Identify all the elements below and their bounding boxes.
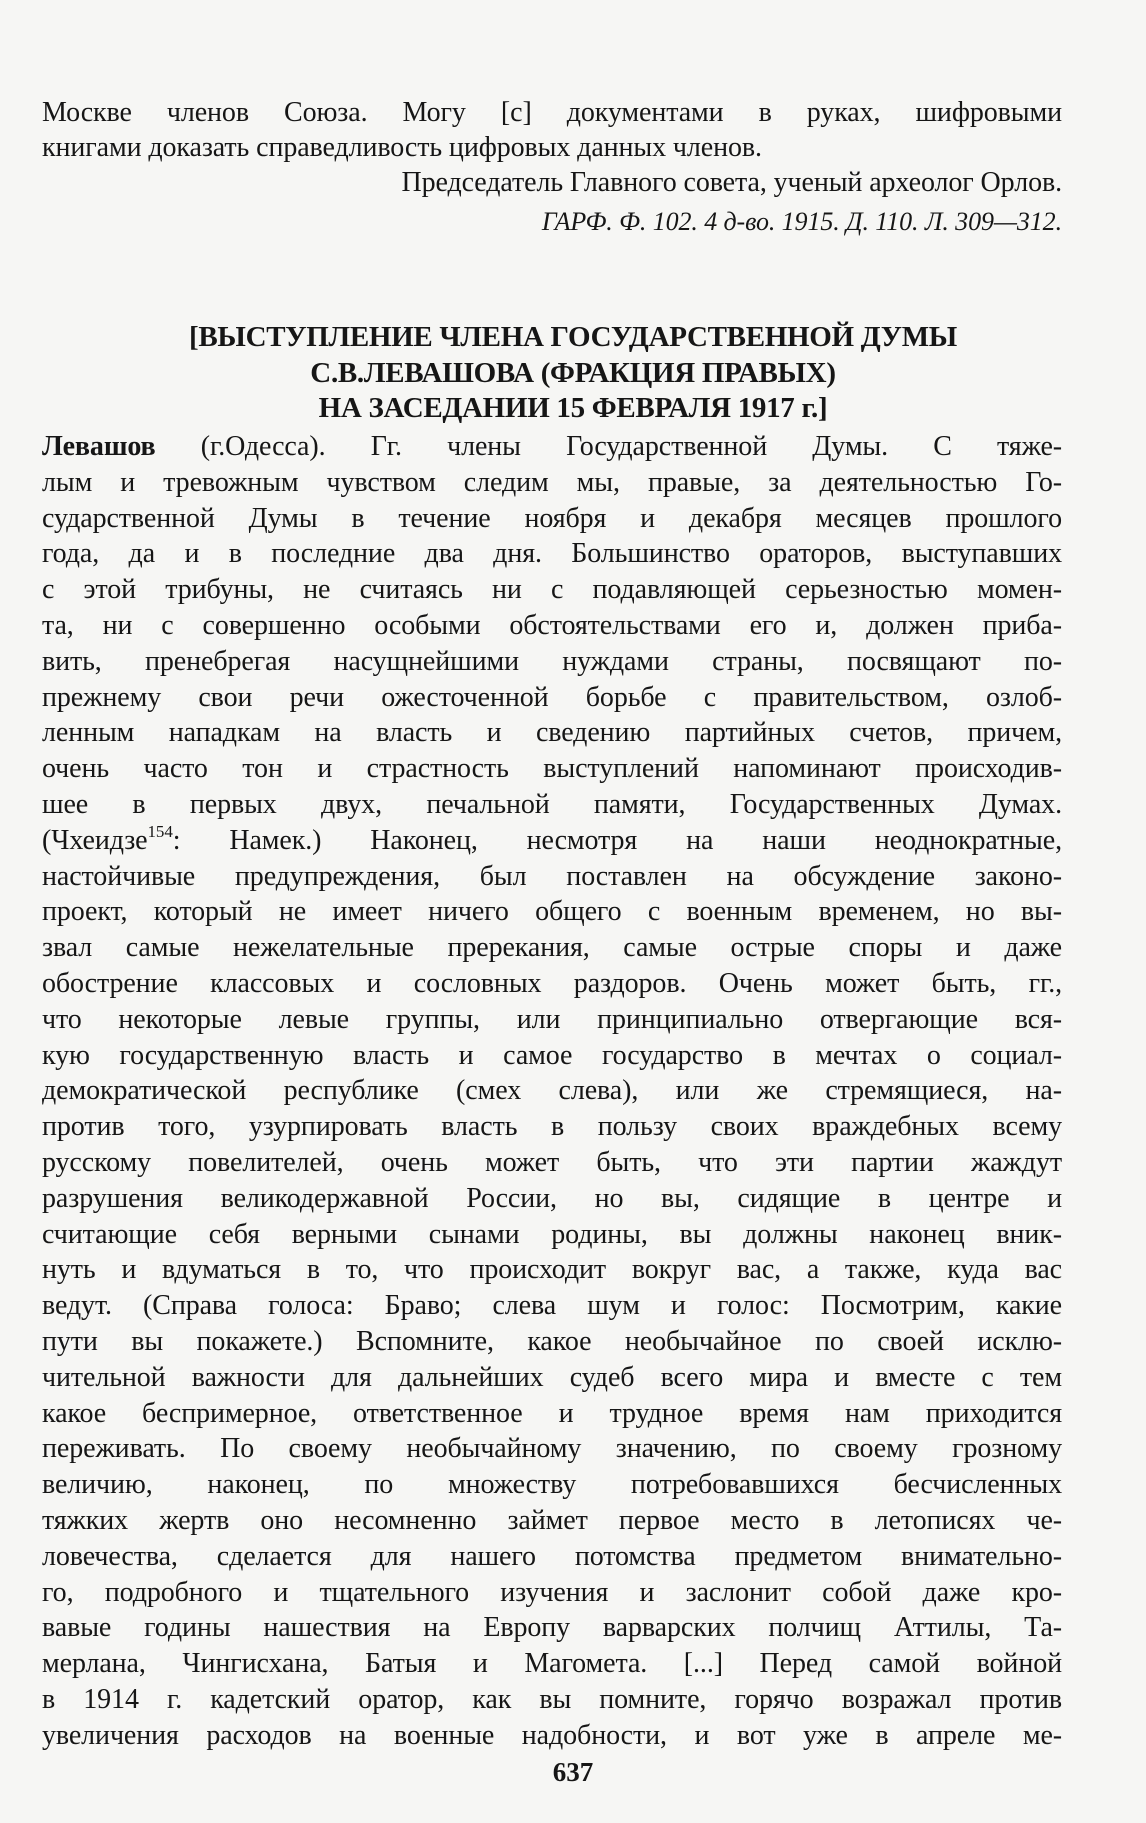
text-line: лым и тревожным чувством следим мы, правые, за деятельностью Го- <box>42 466 1062 498</box>
text-line: разрушения великодержавной России, но вы, сидящие в центре и <box>42 1182 1062 1214</box>
text-line: года, да и в последние два дня. Большинство ораторов, выступавших <box>42 538 1062 570</box>
text-line: настойчивые предупреждения, был поставлен на обсуждение законо- <box>42 860 1062 892</box>
text-line: вить, пренебрегая насущнейшими нуждами страны, посвящают по- <box>42 645 1062 677</box>
signature-line: Председатель Главного совета, ученый археолог Орлов. <box>401 167 1062 198</box>
text-line: та, ни с совершенно особыми обстоятельствами его и, должен приба- <box>42 610 1062 641</box>
text-line: пути вы покажете.) Вспомните, какое необычайное по своей исклю- <box>42 1326 1062 1357</box>
text-line: проект, который не имеет ничего общего с военным временем, но вы- <box>42 896 1062 928</box>
text-line: тяжких жертв оно несомненно займет первое место в летописях че- <box>42 1505 1062 1536</box>
speaker-name: Левашов <box>42 431 156 462</box>
text-line: сударственной Думы в течение ноября и декабря месяцев прошлого <box>42 502 1062 534</box>
text-line: звал самые нежелательные пререкания, самые острые споры и даже <box>42 932 1062 964</box>
text-line: ведут. (Справа голоса: Браво; слева шум и голос: Посмотрим, какие <box>42 1290 1062 1322</box>
text-line: считающие себя верными сынами родины, вы должны наконец вник- <box>42 1218 1062 1250</box>
text-line <box>42 821 1062 858</box>
text-line: вавые годины нашествия на Европу варварских полчищ Аттилы, Та- <box>42 1612 1062 1644</box>
text-line: обострение классовых и сословных раздоров. Очень может быть, гг., <box>42 968 1062 999</box>
text-line <box>42 430 1062 464</box>
text-line: Москве членов Союза. Могу [с] документами в руках, шифровыми <box>42 97 1062 128</box>
text-line: ловечества, сделается для нашего потомства предметом внимательно- <box>42 1540 1062 1572</box>
text-line: что некоторые левые группы, или принципиально отвергающие вся- <box>42 1003 1062 1035</box>
section-heading-line: [ВЫСТУПЛЕНИЕ ЧЛЕНА ГОСУДАРСТВЕННОЙ ДУМЫ <box>189 321 957 353</box>
text-line: величию, наконец, по множеству потребовавшихся бесчисленных <box>42 1469 1062 1501</box>
interjection-speaker: (Чхеидзе <box>42 824 148 856</box>
text-line: увеличения расходов на военные надобности, и вот уже в апреле ме- <box>42 1719 1062 1751</box>
text-line: мерлана, Чингисхана, Батыя и Магомета. [...] Перед самой войной <box>42 1648 1062 1680</box>
footnote-ref: 154 <box>147 821 173 841</box>
text-line: демократической республике (смех слева), или же стремящиеся, на- <box>42 1075 1062 1107</box>
text-line: с этой трибуны, не считаясь ни с подавляющей серьезностью момен- <box>42 574 1062 606</box>
text-line: переживать. По своему необычайному значению, по своему грозному <box>42 1433 1062 1465</box>
text-line: книгами доказать справедливость цифровых данных членов. <box>42 132 762 163</box>
text-line: против того, узурпировать власть в пользу своих враждебных всему <box>42 1111 1062 1143</box>
text-line: прежнему свои речи ожесточенной борьбе с правительством, озлоб- <box>42 681 1062 713</box>
text-line: какое беспримерное, ответственное и трудное время нам приходится <box>42 1397 1062 1429</box>
text-line: очень часто тон и страстность выступлений напоминают происходив- <box>42 753 1062 785</box>
text-line: кую государственную власть и самое государство в мечтах о социал- <box>42 1039 1062 1071</box>
section-heading-line: С.В.ЛЕВАШОВА (ФРАКЦИЯ ПРАВЫХ) <box>310 357 836 389</box>
text-line: ленным нападкам на власть и сведению партийных счетов, причем, <box>42 717 1062 749</box>
text-line: нуть и вдуматься в то, что происходит вокруг вас, а также, куда вас <box>42 1254 1062 1286</box>
text-segment: (г.Одесса). Гг. члены Государственной Думы. С тяже- <box>155 431 1062 462</box>
text-line: русскому повелителей, очень может быть, что эти партии жаждут <box>42 1147 1062 1178</box>
text-line: шее в первых двух, печальной памяти, Государственных Думах. <box>42 789 1062 820</box>
section-heading-line: НА ЗАСЕДАНИИ 15 ФЕВРАЛЯ 1917 г.] <box>318 392 828 424</box>
text-line: го, подробного и тщательного изучения и заслонит собой даже кро- <box>42 1576 1062 1608</box>
page-number: 637 <box>552 1757 594 1787</box>
text-line: чительной важности для дальнейших судеб всего мира и вместе с тем <box>42 1361 1062 1393</box>
text-line: в 1914 г. кадетский оратор, как вы помните, горячо возражал против <box>42 1684 1062 1715</box>
archive-citation: ГАРФ. Ф. 102. 4 д-во. 1915. Д. 110. Л. 309—312. <box>541 207 1062 236</box>
text-segment: : Намек.) Наконец, несмотря на наши неоднократные, <box>172 824 1062 856</box>
